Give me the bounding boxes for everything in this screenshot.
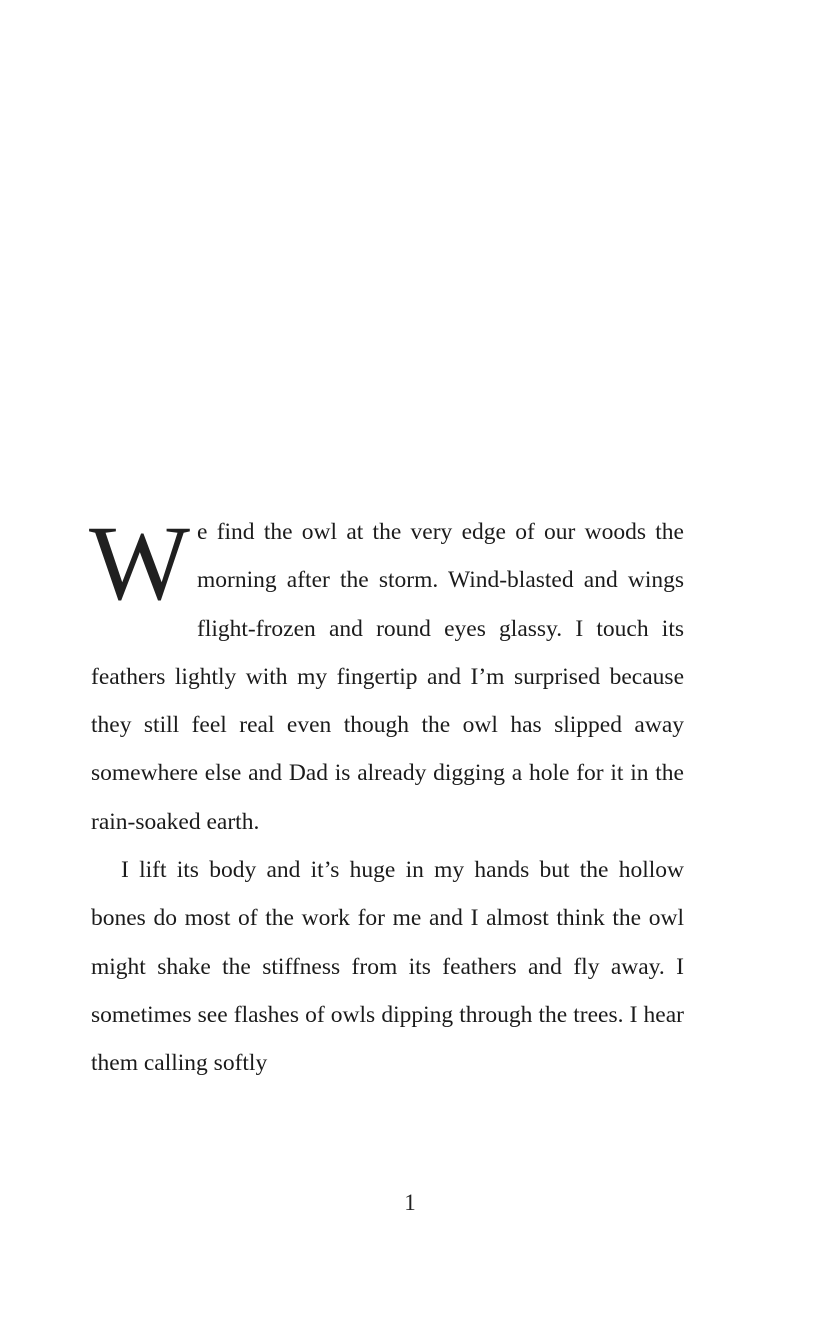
paragraph-1-text: e find the owl at the very edge of our woods the morning after the storm. Wind-blasted and wings flight-frozen and round eyes glassy. I touch its feathers lightly with my fingertip and I’m surprised because they still feel real even though the owl has slipped away somewhere else and Dad is already digging a hole for it in the rain-soaked earth. [91,519,684,835]
paragraph-1 [89,505,684,846]
paragraph-2-text: I lift its body and it’s huge in my hands but the hollow bones do most of the work for me and I almost think the owl might shake the stiffness from its feathers and fly away. I sometimes see flashes of owls dipping through the trees. I hear them calling softly [91,857,684,1077]
paragraph-2 [91,846,684,1087]
page-number: 1 [404,1190,416,1215]
drop-cap: W [89,505,188,623]
body-text [89,505,684,1088]
